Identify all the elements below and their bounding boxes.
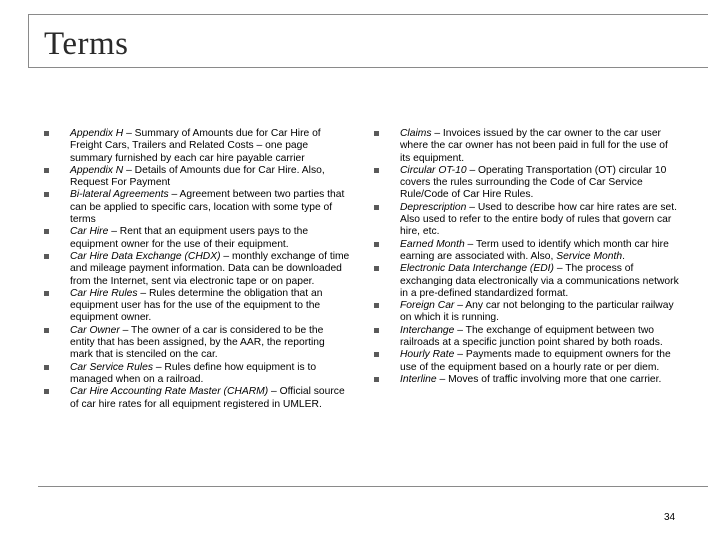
list-item <box>374 165 680 202</box>
footer-divider <box>38 486 708 487</box>
term-definition: – Invoices issued by the car owner to the car user where the car owner has not been paid in full for the use of its equipment. <box>400 128 668 164</box>
bullet-icon <box>374 377 379 382</box>
term-definition: – Term used to identify which month car hire earning are associated with. Also, <box>400 238 669 262</box>
list-item <box>44 189 350 226</box>
term-definition: – The owner of a car is considered to be the entity that has been assigned, by the AAR, the reporting mark that is stenciled on the car. <box>70 324 325 361</box>
term-name: Interchange <box>400 324 455 336</box>
term-name: Car Hire Accounting Rate Master (CHARM) <box>70 386 269 398</box>
title-divider <box>28 67 708 68</box>
list-item <box>374 325 680 350</box>
list-item <box>44 128 350 165</box>
list-item <box>374 128 680 165</box>
list-item <box>374 263 680 300</box>
term-definition: – Summary of Amounts due for Car Hire of Freight Cars, Trailers and Related Costs – one page summary furnished by each car hire payable carrier <box>70 128 321 164</box>
term-definition: – Any car not belonging to the particular railway on which it is running. <box>400 300 674 324</box>
term-name: Circular OT-10 <box>400 164 467 176</box>
frame-top-border <box>28 14 708 73</box>
list-item <box>374 374 680 386</box>
bullet-icon <box>44 168 49 173</box>
left-term-list <box>44 128 350 411</box>
term-definition: – Official source of car hire rates for all equipment registered in UMLER. <box>70 386 345 410</box>
term-definition-end: . <box>622 250 625 262</box>
term-name: Interline <box>400 373 437 385</box>
term-name: Hourly Rate <box>400 349 455 361</box>
term-name: Car Service Rules <box>70 361 153 373</box>
bullet-icon <box>44 365 49 370</box>
bullet-icon <box>374 266 379 271</box>
bullet-icon <box>44 229 49 234</box>
list-item <box>44 288 350 325</box>
term-name: Deprescription <box>400 201 467 213</box>
bullet-icon <box>374 352 379 357</box>
list-item <box>44 226 350 251</box>
bullet-icon <box>44 131 49 136</box>
term-name: Claims <box>400 128 432 139</box>
term-name-alt: Service Month <box>556 250 623 262</box>
list-item <box>374 202 680 239</box>
slide-title: Terms <box>44 26 129 62</box>
list-item <box>44 362 350 387</box>
term-name: Appendix N <box>70 164 124 176</box>
bullet-icon <box>44 389 49 394</box>
list-item <box>374 349 680 374</box>
term-definition: – Moves of traffic involving more that one carrier. <box>436 373 662 385</box>
list-item <box>374 300 680 325</box>
bullet-icon <box>374 168 379 173</box>
list-item <box>44 386 350 411</box>
term-definition: – Used to describe how car hire rates are set. Also used to refer to the entire body of rules that govern car hire, etc. <box>400 201 678 238</box>
list-item <box>44 251 350 288</box>
bullet-icon <box>374 205 379 210</box>
frame-left-border <box>28 14 29 68</box>
bullet-icon <box>374 328 379 333</box>
term-definition: – Operating Transportation (OT) circular 10 covers the rules surrounding the Code of Car Service Rule/Code of Car Hire Rules. <box>400 164 667 201</box>
list-item <box>44 325 350 362</box>
term-name: Car Hire <box>70 226 109 238</box>
term-definition: – Rules determine the obligation that an equipment user has for the use of the equipment to the equipment owner. <box>70 287 323 324</box>
term-name: Bi-lateral Agreements <box>70 189 169 201</box>
term-name: Foreign Car <box>400 300 455 312</box>
term-name: Car Hire Rules <box>70 287 138 299</box>
term-name: Earned Month <box>400 238 465 250</box>
list-item <box>44 165 350 190</box>
term-definition: – The process of exchanging data electronically via a communications network in a pre-defined standardized format. <box>400 263 679 299</box>
term-definition: – Payments made to equipment owners for the use of the equipment based on a hourly rate or per diem. <box>400 349 671 373</box>
bullet-icon <box>374 303 379 308</box>
term-definition: – monthly exchange of time and mileage payment information. Data can be downloaded from the Internet, sent via electronic tape or on paper. <box>70 250 350 287</box>
term-name: Electronic Data Interchange (EDI) <box>400 263 554 275</box>
bullet-icon <box>44 328 49 333</box>
bullet-icon <box>44 192 49 197</box>
bullet-icon <box>44 254 49 259</box>
term-definition: – Rules define how equipment is to managed when on a railroad. <box>70 361 317 385</box>
term-name: Car Hire Data Exchange (CHDX) <box>70 250 221 262</box>
term-definition: – The exchange of equipment between two railroads at a specific junction point shared by both roads. <box>400 324 663 349</box>
term-definition: – Agreement between two parties that can be applied to specific cars, location with some type of terms <box>70 189 345 226</box>
bullet-icon <box>374 242 379 247</box>
term-name: Car Owner <box>70 324 120 336</box>
term-definition: – Rent that an equipment users pays to the equipment owner for the use of their equipment. <box>70 226 309 250</box>
bullet-icon <box>374 131 379 136</box>
page-number: 34 <box>664 512 676 523</box>
term-name: Appendix H <box>70 128 124 139</box>
right-term-list <box>374 128 680 386</box>
term-definition: – Details of Amounts due for Car Hire. Also, Request For Payment <box>70 164 325 189</box>
bullet-icon <box>44 291 49 296</box>
list-item <box>374 239 680 264</box>
